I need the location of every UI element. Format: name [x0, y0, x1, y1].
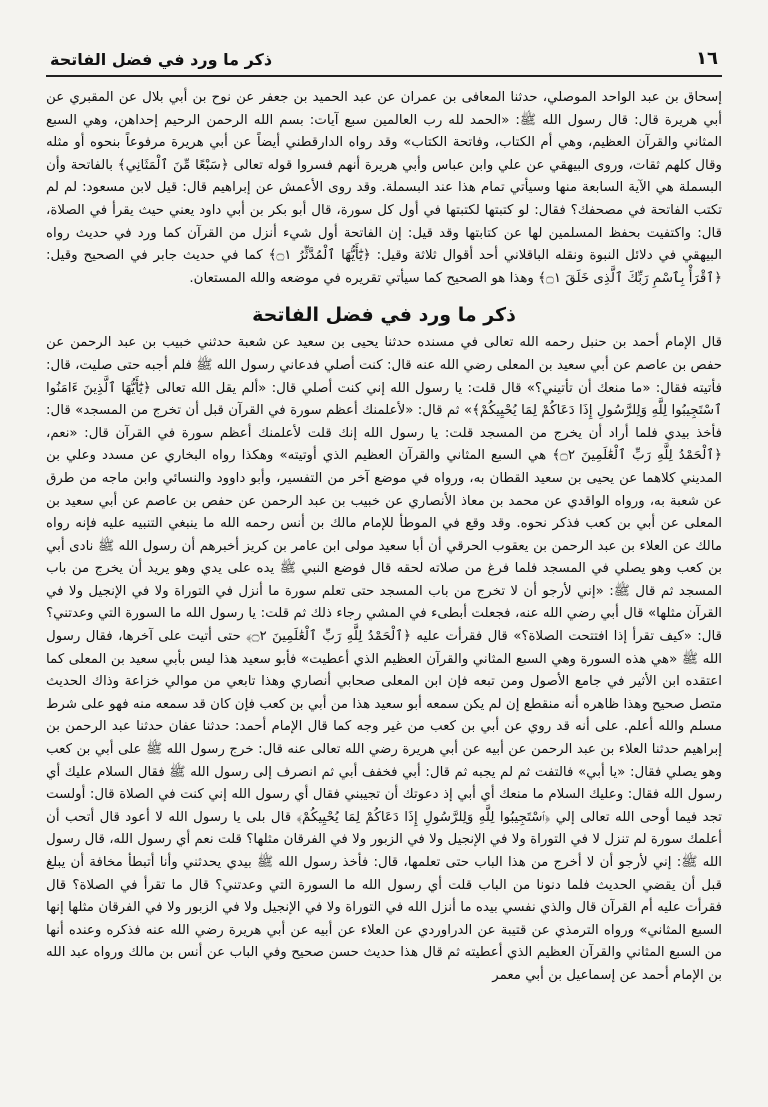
running-header: [46, 48, 722, 77]
page-number: ١٦: [696, 48, 718, 69]
running-header-title: ذكر ما ورد في فضل الفاتحة: [50, 50, 273, 69]
body-paragraph: قال الإمام أحمد بن حنبل رحمه الله تعالى في مسنده حدثنا يحيى بن سعيد عن شعبة حدثني خبيب بن عبد الرحمن عن حفص بن عاصم عن أبي سعيد بن المعلى رضي الله عنه قال: كنت أصلي فدعاني رسول الله ﷺ فلم أجبه حتى صليت، قال: فأتيته فقال: «ما منعك أن تأتيني؟» قال قلت: يا رسول الله إني كنت أصلي قال: «ألم يقل الله تعالى ﴿يَٰٓأَيُّهَا ٱلَّذِينَ ءَامَنُوا ٱسْتَجِيبُوا لِلَّهِ وَلِلرَّسُولِ إِذَا دَعَاكُمْ لِمَا يُحْيِيكُمْ﴾» ثم قال: «لأعلمنك أعظم سورة في القرآن قبل أن تخرج من المسجد» قال: فأخذ بيدي فلما أراد أن يخرج من المسجد قلت: يا رسول الله إنك قلت لأعلمنك أعظم سورة في القرآن قال: «نعم، ﴿ٱلْحَمْدُ لِلَّهِ رَبِّ ٱلْعَٰلَمِينَ ۝٢﴾ هي السبع المثاني والقرآن العظيم الذي أوتيته» وهكذا رواه البخاري عن مسدد وعلي بن المديني كلاهما عن يحيى بن سعيد القطان به، ورواه في موضع آخر من التفسير، وأبو داوود والنسائي وابن ماجه من طرق عن شعبة به، ورواه الواقدي عن محمد بن معاذ الأنصاري عن خبيب بن عبد الرحمن عن حفص بن عاصم عن أبي سعيد بن المعلى عن أبي بن كعب فذكر نحوه. وقد وقع في الموطأ للإمام مالك بن أنس رحمه الله ما ينبغي التنبيه عليه فإنه رواه مالك عن العلاء بن عبد الرحمن بن يعقوب الحرقي أن أبا سعيد مولى ابن عامر بن كريز أخبرهم أن رسول الله ﷺ نادى أبي بن كعب وهو يصلي في المسجد فلما فرغ من صلاته لحقه قال فوضع النبي ﷺ يده على يدي وهو يريد أن يخرج من باب المسجد ثم قال ﷺ: «إني لأرجو أن لا تخرج من باب المسجد حتى تعلم سورة ما أنزل في التوراة ولا في الإنجيل ولا في القرآن مثلها» قال أبي رضي الله عنه، فجعلت أبطىء في المشي رجاء ذلك ثم قلت: يا رسول الله ما السورة التي وعدتني؟ قال: «كيف تقرأ إذا افتتحت الصلاة؟» قال فقرأت عليه ﴿ٱلْحَمْدُ لِلَّهِ رَبِّ ٱلْعَٰلَمِينَ ۝٢﴾ حتى أتيت على آخرها، فقال رسول الله ﷺ «هي هذه السورة وهي السبع المثاني والقرآن العظيم الذي أعطيت» فأبو سعيد هذا ليس بأبي سعيد بن المعلى كما اعتقده ابن الأثير في جامع الأصول ومن تبعه فإن ابن المعلى صحابي أنصاري وهذا تابعي من موالي خزاعة وذاك الحديث متصل صحيح وهذا ظاهره أنه منقطع إن لم يكن سمعه أبو سعيد هذا من أبي بن كعب فإن كان قد سمعه منه فهو على شرط مسلم والله أعلم. على أنه قد روي عن أبي بن كعب من غير وجه كما قال الإمام أحمد: حدثنا عفان حدثنا عبد الرحمن بن إبراهيم حدثنا العلاء بن عبد الرحمن عن أبيه عن أبي هريرة رضي الله تعالى عنه قال: خرج رسول الله ﷺ على أبي بن كعب وهو يصلي فقال: «يا أبي» فالتفت ثم لم يجبه ثم قال: أبي فخفف أبي ثم انصرف إلى رسول الله ﷺ فقال السلام عليك أي رسول الله فقال: وعليك السلام ما منعك أي أبي إذ دعوتك أن تجيبني فقال أي رسول الله إني كنت في الصلاة قال: أولست تجد فيما أوحى الله تعالى إلي ﴿ٱسْتَجِيبُوا لِلَّهِ وَلِلرَّسُولِ إِذَا دَعَاكُمْ لِمَا يُحْيِيكُمْ﴾ قال بلى يا رسول الله لا أعود قال أتحب أن أعلمك سورة لم تنزل لا في التوراة ولا في الإنجيل ولا في الزبور ولا في الفرقان مثلها؟ قلت نعم أي رسول الله، قال رسول الله ﷺ: إني لأرجو أن لا أخرج من هذا الباب حتى تعلمها، قال: فأخذ رسول الله ﷺ بيدي يحدثني وأنا أتبطأ مخافة أن يبلغ قبل أن يقضي الحديث فلما دنونا من الباب قلت أي رسول الله ما السورة التي وعدتني؟ قال ما تقرأ في الصلاة؟ قال فقرأت عليه أم القرآن قال والذي نفسي بيده ما أنزل الله في التوراة ولا في الإنجيل ولا في الزبور ولا في الفرقان مثلها إنها السبع المثاني» ورواه الترمذي عن قتيبة عن الدراوردي عن العلاء عن أبيه عن أبي هريرة رضي الله عنه فذكره وعنده أنها من السبع المثاني والقرآن العظيم الذي أعطيته ثم قال هذا حديث حسن صحيح وفي الباب عن أنس بن مالك ورواه عبد الله بن الإمام أحمد عن إسماعيل بن أبي معمر: [46, 335, 722, 983]
section-heading: ذكر ما ورد في فضل الفاتحة: [252, 304, 516, 327]
intro-paragraph: إسحاق بن عبد الواحد الموصلي، حدثنا المعافى بن عمران عن عبد الحميد بن جعفر عن نوح بن أبي بلال عن المقبري عن أبي هريرة قال: قال رسول الله ﷺ: «الحمد لله رب العالمين سبع آيات: بسم الله الرحمن الرحيم إحداهن، وهي السبع المثاني والقرآن العظيم، وهي أم الكتاب، وفاتحة الكتاب» وقد رواه الدارقطني أيضاً عن أبي هريرة مرفوعاً بنحوه أو مثله وقال كلهم ثقات، وروى البيهقي عن علي وابن عباس وأبي هريرة أنهم فسروا قوله تعالى ﴿سَبْعًا مِّنَ ٱلْمَثَانِي﴾ بالفاتحة وأن البسملة هي الآية السابعة منها وسيأتي تمام هذا عند البسملة. وقد روى الأعمش عن إبراهيم قال: قيل لابن مسعود: لم لم تكتب الفاتحة في مصحفك؟ فقال: لو كتبتها لكتبتها في أول كل سورة، قال أبو بكر بن أبي داود يعني حيث يقرأ في الصلاة، قال: واكتفيت بحفظ المسلمين لها عن كتابتها وقد قيل: إن الفاتحة أول شيء أنزل من القرآن كما ورد في حديث رواه البيهقي في دلائل النبوة ونقله الباقلاني أحد أقوال ثلاثة وقيل: ﴿يَٰٓأَيُّهَا ٱلْمُدَّثِّرُ ۝١﴾ كما في حديث جابر في الصحيح وقيل: ﴿ٱقْرَأْ بِٱسْمِ رَبِّكَ ٱلَّذِى خَلَقَ ۝١﴾ وهذا هو الصحيح كما سيأتي تقريره في موضعه والله المستعان.: [46, 90, 722, 286]
